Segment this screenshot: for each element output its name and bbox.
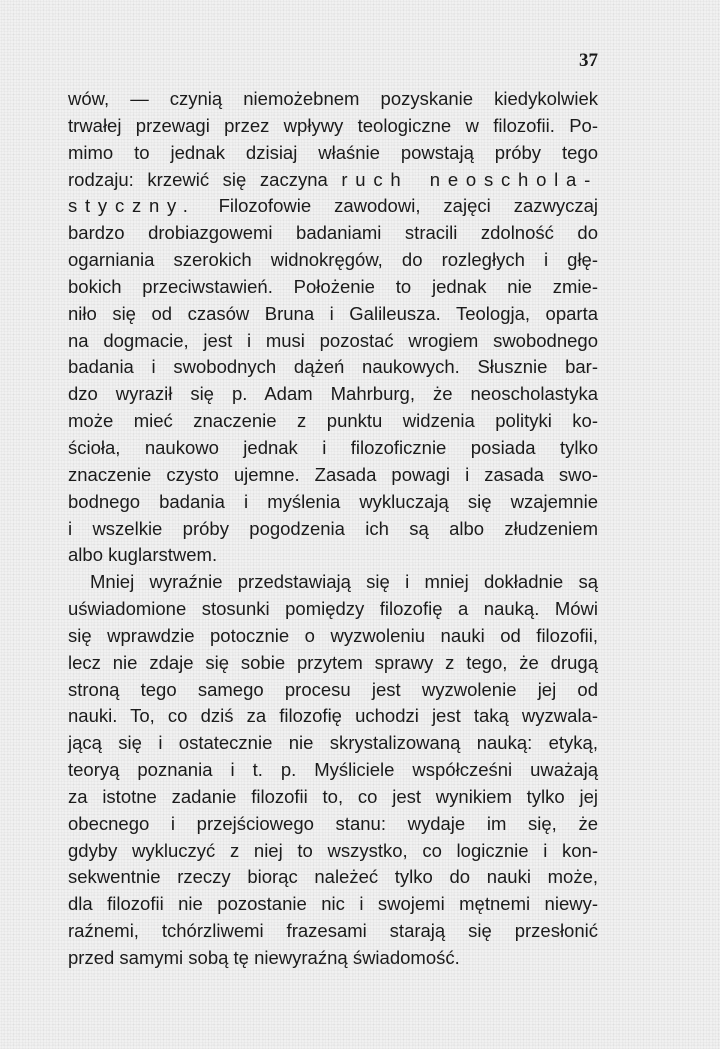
- text-line: uświadomione stosunki pomiędzy filozofię a nauką. Mówi: [68, 598, 598, 620]
- text-line: się wprawdzie potocznie o wyzwoleniu nauki od filozofii,: [68, 624, 598, 646]
- text-line: niło się od czasów Bruna i Galileusza. Teologja, oparta: [68, 302, 598, 324]
- text-line: [68, 193, 598, 220]
- text-line: bodnego badania i myślenia wykluczają się wzajemnie: [68, 490, 598, 512]
- text-line: bardzo drobiazgowemi badaniami stracili zdolność do: [68, 222, 598, 244]
- text-line: Mniej wyraźnie przedstawiają się i mniej dokładnie są: [90, 571, 598, 593]
- text-line: albo kuglarstwem.: [68, 544, 218, 566]
- text-line: znaczenie czysto ujemne. Zasada powagi i zasada swo-: [68, 463, 598, 485]
- spaced-emphasis: styczny.: [68, 195, 196, 217]
- text-line: i wszelkie próby pogodzenia ich są albo złudzeniem: [68, 517, 598, 539]
- text-line: może mieć znaczenie z punktu widzenia polityki ko-: [68, 410, 598, 432]
- text-line: sekwentnie rzeczy biorąc należeć tylko do nauki może,: [68, 866, 598, 888]
- text-line: nauki. To, co dziś za filozofię uchodzi jest taką wyzwala-: [68, 705, 598, 727]
- text-segment: rodzaju: krzewić się zaczyna: [68, 168, 342, 190]
- text-line: obecnego i przejściowego stanu: wydaje im się, że: [68, 812, 598, 834]
- body-text: [68, 86, 598, 972]
- text-line: na dogmacie, jest i musi pozostać wrogiem swobodnego: [68, 329, 598, 351]
- text-line: badania i swobodnych dążeń naukowych. Słusznie bar-: [68, 356, 598, 378]
- text-line: dzo wyraził się p. Adam Mahrburg, że neoscholastyka: [68, 383, 598, 405]
- text-line: za istotne zadanie filozofii to, co jest wynikiem tylko jej: [68, 785, 598, 807]
- text-line: raźnemi, tchórzliwemi frazesami starają się przesłonić: [68, 920, 598, 942]
- text-line: trwałej przewagi przez wpływy teologiczne w filozofii. Po-: [68, 114, 598, 136]
- spaced-emphasis: ruch neoschola-: [341, 168, 599, 190]
- text-line: mimo to jednak dzisiaj właśnie powstają próby tego: [68, 141, 598, 163]
- text-line: przed samymi sobą tę niewyraźną świadomość.: [68, 947, 460, 968]
- page-number: 37: [579, 50, 598, 71]
- text-line: wów, — czynią niemożebnem pozyskanie kiedykolwiek: [68, 88, 598, 109]
- text-line: dla filozofii nie pozostanie nic i swojemi mętnemi niewy-: [68, 893, 598, 915]
- text-line: ścioła, naukowo jednak i filozoficznie posiada tylko: [68, 436, 598, 458]
- text-segment: Filozofowie zawodowi, zajęci zazwyczaj: [195, 195, 598, 217]
- text-line: gdyby wykluczyć z niej to wszystko, co logicznie i kon-: [68, 839, 598, 861]
- text-line: stroną tego samego procesu jest wyzwolenie jej od: [68, 678, 598, 700]
- text-line: [68, 167, 598, 194]
- text-line: ogarniania szerokich widnokręgów, do rozległych i głę-: [68, 249, 598, 271]
- text-line: teoryą poznania i t. p. Myśliciele współcześni uważają: [68, 759, 598, 781]
- text-line: bokich przeciwstawień. Położenie to jednak nie zmie-: [68, 275, 598, 297]
- text-line: jącą się i ostatecznie nie skrystalizowaną nauką: etyką,: [68, 732, 598, 754]
- text-line: lecz nie zdaje się sobie przytem sprawy z tego, że drugą: [68, 651, 598, 673]
